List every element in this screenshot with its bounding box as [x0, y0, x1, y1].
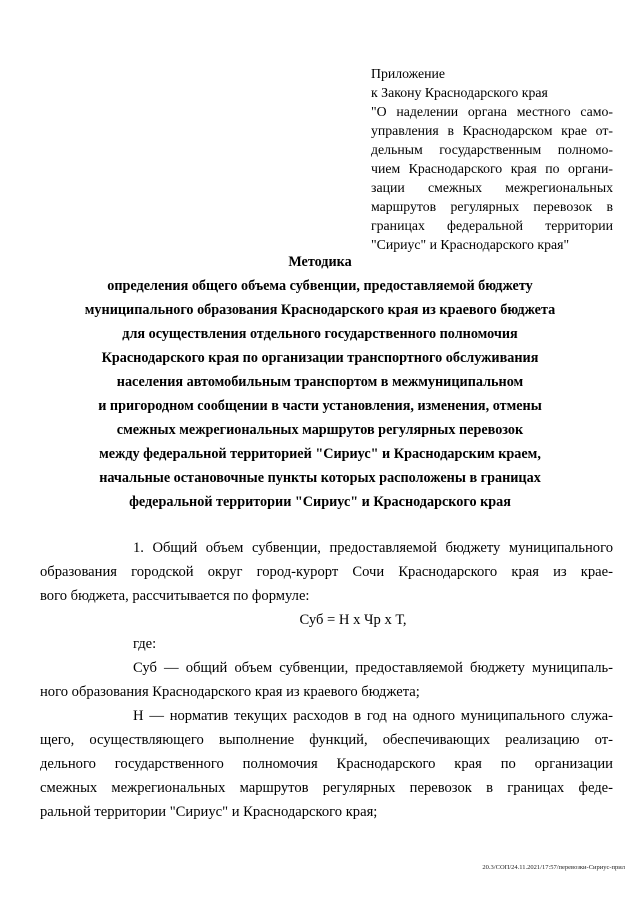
- appendix-line: управления в Краснодарском крае от-: [371, 123, 613, 138]
- title-line: федеральной территории "Сириус" и Краснодарского края: [129, 494, 511, 510]
- formula: Суб = Н х Чр х Т,: [299, 612, 407, 628]
- appendix-line: чием Краснодарского края по органи-: [371, 161, 613, 176]
- where-label: где:: [133, 636, 157, 652]
- paragraph-line: Суб — общий объем субвенции, предоставляемой бюджету муниципаль-: [133, 660, 613, 676]
- paragraph-line: Н — норматив текущих расходов в год на одного муниципального служа-: [133, 708, 613, 724]
- title-line: между федеральной территорией "Сириус" и Краснодарским краем,: [99, 446, 541, 462]
- appendix-line: дельным государственным полномо-: [371, 142, 613, 157]
- paragraph-line: образования городской округ город-курорт Сочи Краснодарского края из крае-: [40, 564, 613, 580]
- methodology-title: [60, 250, 580, 514]
- appendix-line: "Сириус" и Краснодарского края": [371, 237, 570, 252]
- paragraph-line: щего, осуществляющего выполнение функций, обеспечивающих реализацию от-: [40, 732, 613, 748]
- appendix-line: "О наделении органа местного само-: [371, 104, 613, 119]
- paragraph-line: ного образования Краснодарского края из краевого бюджета;: [40, 684, 420, 700]
- title-line: населения автомобильным транспортом в межмуниципальном: [116, 374, 524, 390]
- title-line: муниципального образования Краснодарского края из краевого бюджета: [84, 302, 556, 318]
- title-line: Краснодарского края по организации транспортного обслуживания: [101, 350, 539, 366]
- title-line: смежных межрегиональных маршрутов регулярных перевозок: [116, 422, 524, 438]
- footer-stamp: 20.3/СОП/24.11.2021/17:57/перевозки-Сириус-прил: [482, 864, 625, 871]
- title-line: определения общего объема субвенции, предоставляемой бюджету: [107, 278, 533, 294]
- paragraph-line: 1. Общий объем субвенции, предоставляемой бюджету муниципального: [133, 540, 613, 556]
- appendix-line: зации смежных межрегиональных: [371, 180, 613, 195]
- paragraph-line: дельного государственного полномочия Краснодарского края по организации: [40, 756, 613, 772]
- paragraph-line: вого бюджета, рассчитывается по формуле:: [40, 588, 310, 604]
- appendix-line: маршрутов регулярных перевозок в: [371, 199, 613, 214]
- title-line: начальные остановочные пункты которых расположены в границах: [99, 470, 541, 486]
- document-body: [40, 536, 613, 824]
- title-line: для осуществления отдельного государственного полномочия: [122, 326, 518, 342]
- title-line: и пригородном сообщении в части установления, изменения, отмены: [98, 398, 542, 414]
- appendix-line: к Закону Краснодарского края: [371, 85, 548, 100]
- paragraph-line: смежных межрегиональных маршрутов регулярных перевозок в границах феде-: [40, 780, 613, 796]
- paragraph-line: ральной территории "Сириус" и Краснодарского края;: [40, 804, 378, 820]
- appendix-line: Приложение: [371, 66, 446, 81]
- appendix-line: границах федеральной территории: [371, 218, 613, 233]
- appendix-header: [371, 64, 613, 254]
- title-heading: Методика: [288, 254, 352, 270]
